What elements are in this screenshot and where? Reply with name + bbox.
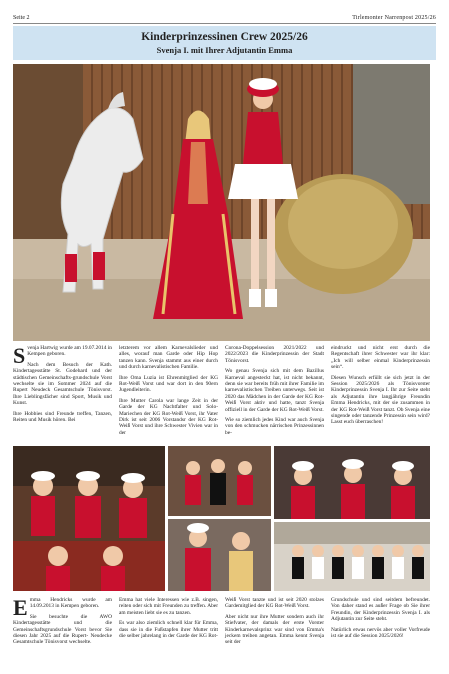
column-2 <box>119 345 218 440</box>
article-emma <box>13 597 436 672</box>
paragraph: Diesen Wunsch erfüllt sie sich jetzt in der Session 2025/2026 als Tönisvorster Kinderprinzessin Svenja I. Ihr zur Seite steht als Adjutantin ihre langjährige Freundin Emma Hendricks, mit der sie zusammen in der KG Rot-Weiß Vorst tanzt. Ob Svenja eine singende oder tanzende Prinzessin sein wird? Lasst euch überraschen! <box>331 374 430 426</box>
title-box <box>13 26 436 60</box>
column-4 <box>331 345 430 430</box>
paragraph: Weiß Vorst tanzte und ist seit 2020 stolzes Gardemitglied der KG Rot-Weiß Vorst. <box>225 597 324 610</box>
paragraph: Nach dem Besuch der Kath. Kindertagesstätte St. Godehard und der städtischen Gemeinschafts-grundschule Vorst wechselte sie im Sommer 2024 auf die Rupert Neudeck Gesamtschule Tönisvorst. Ihre Lieblingsfächer sind Sport, Musik und Kunst. <box>13 361 112 407</box>
paragraph: Wie so ziemlich jedes Kind war auch Svenja von den schmucken närrischen Prinzessinnen be- <box>225 417 324 436</box>
page-number: Seite 2 <box>13 15 30 21</box>
paragraph: Wo genau Svenja sich mit dem Bazillus Karneval angesteckt hat, ist nicht bekannt, denn sie war bereits früh mit ihrer Familie im karnevalistischen Treiben unterwegs. Seit ist 2020 das Mädchen in der Garde der KG Rot-Weiß Vorst aktiv und hatte, tanzt Svenja offiziell in der Garde der KG Rot-Weiß Vorst. <box>225 368 324 413</box>
dropcap-s: S <box>13 343 26 368</box>
photo-collage <box>13 446 430 591</box>
paragraph: Es war also ziemlich schnell klar für Emma, dass sie in die Fußstapfen ihrer Mutter tritt die selber jahrelang in der Garde der KG Rot- <box>119 620 218 640</box>
paragraph: Aber nicht nur ihre Mutter sondern auch ihr Stiefvater, der damals der erste Vorster Kinderkarnevalsprinz war sind von Emma's jeckem treiben angetan. Emma kennt Svenja seit der <box>225 613 324 646</box>
main-photo <box>13 64 430 341</box>
article-subtitle: Svenja I. mit Ihrer Adjutantin Emma <box>156 45 293 55</box>
column-2 <box>119 597 218 643</box>
paragraph: venja Hartwig wurde am 19.07.2014 in Kempen geboren. <box>27 345 112 358</box>
column-3 <box>225 597 324 650</box>
paragraph: Emma hat viele Interessen wie z.B. singen, reiten oder sich mit Freunden zu treffen. Aber am meisten liebt sie es zu tanzen. <box>119 597 218 616</box>
column-1 <box>13 345 112 427</box>
paragraph: mma Hendricks wurde am 14.09.2013 in Kempen geboren. <box>29 597 112 610</box>
paragraph: Ihre Hobbies sind Freunde treffen, Tanzen, Reiten und Musik hören. Bei <box>13 410 112 424</box>
paragraph: Ihre Oma Luzia ist Ehrenmitglied der KG Rot-Weiß Vorst und war dort in den 90ern Jugendleiterin. <box>119 374 218 394</box>
article-title: Kinderprinzessinen Crew 2025/26 <box>141 31 308 43</box>
column-3 <box>225 345 324 440</box>
column-1 <box>13 597 112 650</box>
paragraph: Corona-Doppelsession 2021/2022 und 2022/2023 die Kinderprinzessin der Stadt Tönisvorst. <box>225 345 324 364</box>
dropcap-e: E <box>13 595 28 620</box>
article-svenja <box>13 345 436 440</box>
publication-name: Tirlemonter Narrenpost 2025/26 <box>352 15 436 21</box>
paragraph: Natürlich etwas nervös aber voller Vorfreude ist sie auf die Session 2025/2026! <box>331 626 430 640</box>
paragraph: eindruckt und nicht erst durch die Regentschaft ihrer Schwester war ihr klar: „Ich will selber einmal Kinderprinzessin sein“. <box>331 345 430 371</box>
paragraph: Ihre Mutter Carola war lange Zeit in der Garde der KG Nachtfalter und Solo-Mariechen der KG Rot-Weiß Vorst, ihr Vater Dirk ist seit 2006 Vorstandsr der KG Rot-Weiß Vorst und ihre Schwester Vivien war in der <box>119 397 218 436</box>
paragraph: Sie besuchte die AWO Kindertagesstätte und die Gemeinschaftsgrundschule Vorst bevor Sie diesen Jahr 2025 auf die Rupert- Neudecke Gesamtschule Tönisvorst wechselte. <box>13 613 112 646</box>
paragraph: letzterem vor allem Karnevalslieder und alles, worauf man Garde oder Hip Hop tanzen kann. Svenja stammt aus einer durch und durch karnevalistischen Familie. <box>119 345 218 371</box>
column-4 <box>331 597 430 643</box>
paragraph: Grundschule und sind seitdem befreundet. Von daher stand es außer Frage ob Sie ihrer Freundin, der Kinderprinzessin Svenja I. als Adjutantin zur Seite steht. <box>331 597 430 623</box>
header-rule <box>13 23 436 24</box>
